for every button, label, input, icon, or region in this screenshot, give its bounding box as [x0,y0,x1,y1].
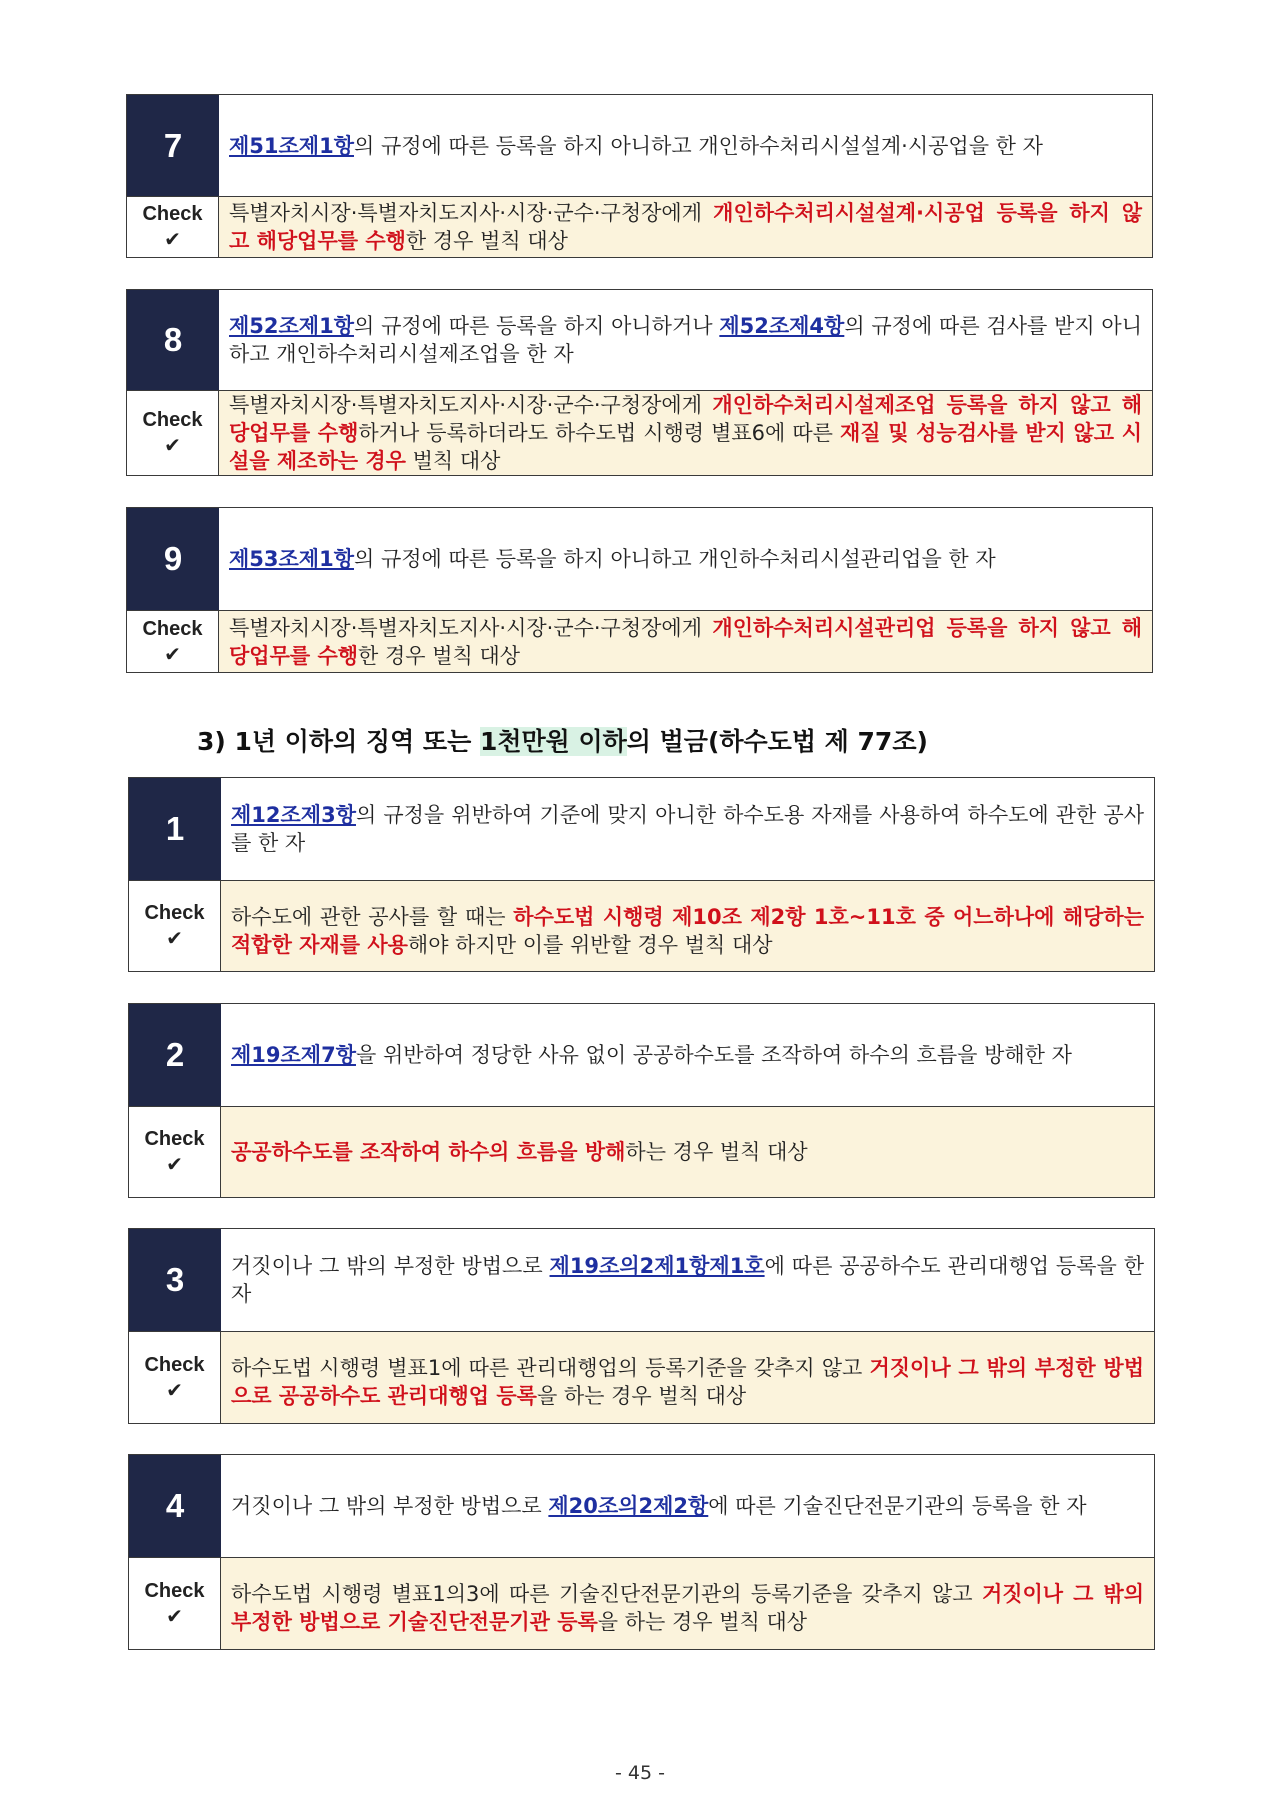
checkmark-icon: ✔ [166,1154,183,1176]
check-label: Check ✔ [129,1332,221,1423]
penalty-block-3 [128,1228,1155,1424]
penalty-block-8 [126,289,1153,476]
law-reference-link[interactable]: 제12조제3항 [231,803,356,827]
statement-cell: 거짓이나 그 밖의 부정한 방법으로 제19조의2제1항제1호에 따른 공공하수도 관리대행업 등록을 한 자 [231,1254,1144,1306]
penalty-block-2 [128,1003,1155,1198]
item-number: 3 [129,1229,221,1331]
check-label: Check ✔ [129,1107,221,1197]
check-note: 하수도법 시행령 별표1에 따른 관리대행업의 등록기준을 갖추지 않고 거짓이나 그 밖의 부정한 방법으로 공공하수도 관리대행업 등록을 하는 경우 벌칙 대상 [221,1332,1154,1423]
item-number: 9 [127,508,219,610]
law-reference-link[interactable]: 제20조의2제2항 [548,1494,709,1518]
penalty-block-1 [128,777,1155,972]
check-label: Check ✔ [127,197,219,257]
check-note: 공공하수도를 조작하여 하수의 흐름을 방해하는 경우 벌칙 대상 [221,1107,1154,1197]
heading-highlight: 1천만원 이하 [479,727,627,756]
item-number: 8 [127,290,219,390]
checkmark-icon: ✔ [164,643,181,666]
checkmark-icon: ✔ [166,1379,183,1402]
check-label: Check ✔ [127,391,219,475]
check-note: 특별자치시장·특별자치도지사·시장·군수·구청장에게 개인하수처리시설관리업 등록을 하지 않고 해당업무를 수행한 경우 벌칙 대상 [219,611,1152,672]
law-reference-link[interactable]: 제51조제1항 [229,133,354,158]
checkmark-icon: ✔ [166,1605,183,1628]
check-note: 하수도에 관한 공사를 할 때는 하수도법 시행령 제10조 제2항 1호~11호 중 어느하나에 해당하는 적합한 자재를 사용해야 하지만 이를 위반할 경우 벌칙 대상 [221,881,1154,971]
law-reference-link[interactable]: 제19조제7항 [231,1043,356,1067]
checkmark-icon: ✔ [164,435,181,457]
statement-cell: 제19조제7항을 위반하여 정당한 사유 없이 공공하수도를 조작하여 하수의 흐름을 방해한 자 [231,1043,1072,1067]
penalty-block-4 [128,1454,1155,1650]
penalty-block-7 [126,94,1153,258]
statement-cell: 제52조제1항의 규정에 따른 등록을 하지 아니하거나 제52조제4항의 규정에 따른 검사를 받지 아니하고 개인하수처리시설제조업을 한 자 [229,314,1142,366]
checkmark-icon: ✔ [164,229,181,251]
law-reference-link[interactable]: 제53조제1항 [229,547,354,571]
statement-cell [219,95,1152,196]
statement-cell: 거짓이나 그 밖의 부정한 방법으로 제20조의2제2항에 따른 기술진단전문기관의 등록을 한 자 [231,1494,1087,1518]
check-label: Check ✔ [129,881,221,971]
penalty-block-9 [126,507,1153,673]
check-label: Check ✔ [129,1558,221,1649]
law-reference-link[interactable]: 제52조제1항 [229,314,354,338]
check-label: Check ✔ [127,611,219,672]
item-number: 7 [127,95,219,196]
statement-cell: 제12조제3항의 규정을 위반하여 기준에 맞지 아니한 하수도용 자재를 사용하여 하수도에 관한 공사를 한 자 [231,803,1144,855]
check-note: 특별자치시장·특별자치도지사·시장·군수·구청장에게 개인하수처리시설설계·시공업 등록을 하지 않고 해당업무를 수행한 경우 벌칙 대상 [219,197,1152,257]
item-number: 2 [129,1004,221,1106]
law-reference-link[interactable]: 제19조의2제1항제1호 [549,1254,765,1278]
check-note: 하수도법 시행령 별표1의3에 따른 기술진단전문기관의 등록기준을 갖추지 않고 거짓이나 그 밖의 부정한 방법으로 기술진단전문기관 등록을 하는 경우 벌칙 대상 [221,1558,1154,1649]
statement-text: 의 규정에 따른 등록을 하지 아니하고 개인하수처리시설설계·시공업을 한 자 [353,133,1043,158]
law-reference-link[interactable]: 제52조제4항 [719,314,845,338]
checkmark-icon: ✔ [166,928,183,950]
section-heading: 3) 1년 이하의 징역 또는 1천만원 이하의 벌금(하수도법 제 77조) [197,727,928,756]
page-number: - 45 - [615,1762,665,1784]
item-number: 1 [129,778,221,880]
item-number: 4 [129,1455,221,1557]
statement-cell: 제53조제1항의 규정에 따른 등록을 하지 아니하고 개인하수처리시설관리업을 한 자 [229,547,996,571]
check-note: 특별자치시장·특별자치도지사·시장·군수·구청장에게 개인하수처리시설제조업 등록을 하지 않고 해당업무를 수행하거나 등록하더라도 하수도법 시행령 별표6에 따른 재질 및 성능검사를 받지 않고 시설을 제조하는 경우 벌칙 대상 [219,391,1152,475]
